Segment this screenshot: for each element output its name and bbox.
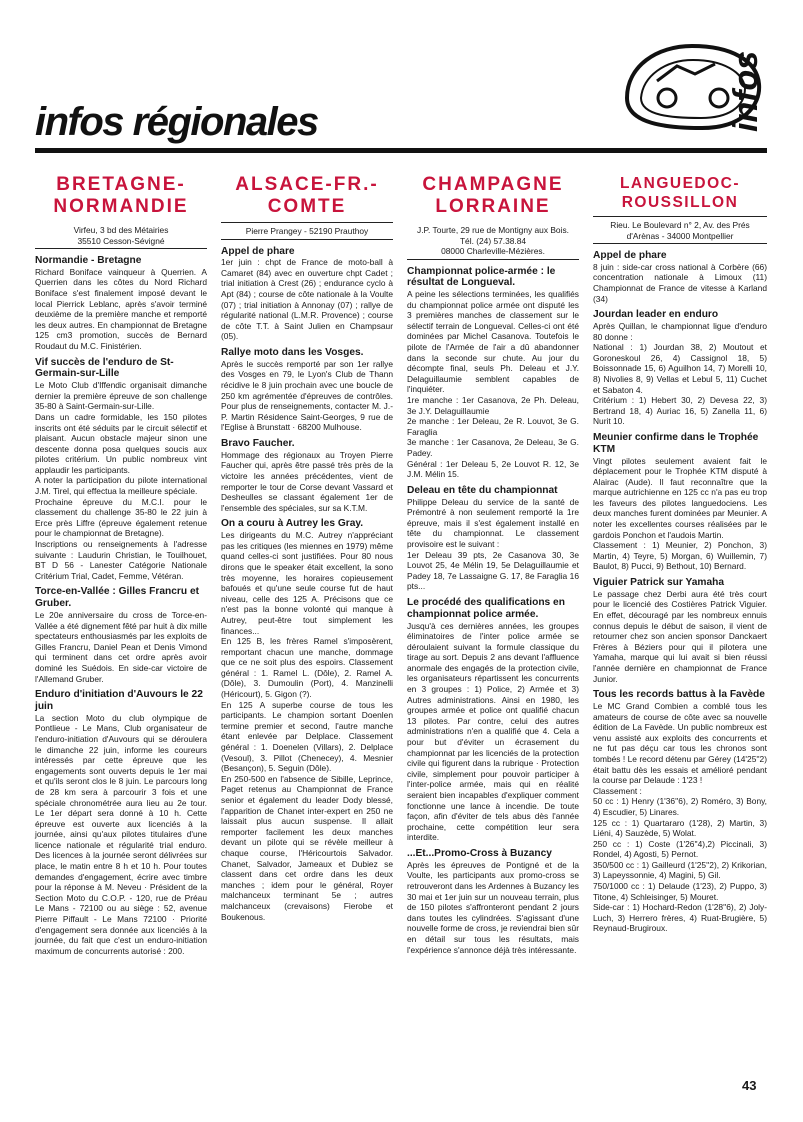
article-paragraph: 125 cc : 1) Quartararo (1'28), 2) Martin, 3) Liéni, 4) Sauzède, 5) Wolat. — [593, 817, 767, 839]
article-heading: Rallye moto dans les Vosges. — [221, 347, 364, 359]
article-heading: ...Et...Promo-Cross à Buzancy — [407, 847, 552, 859]
article-paragraph: Après le succès remporté par son 1er rallye des Vosges en 79, le Lyon's Club de Thann récidive le 8 juin prochain avec une boucle de 250 km agrémentée d'épreuves de contrôles. Pour plus de renseignements, contacter M. J.-P. Martin Résidence Saint-Georges, 9 rue de l'Eglise à Brunstatt · 68200 Mulhouse. — [221, 358, 393, 433]
article-paragraph: 350/500 cc : 1) Gailleurd (1'25''2), 2) Krikorian, 3) Lapeyssonnie, 4) Magini, 5) Gil. — [593, 859, 767, 881]
article-paragraph: 50 cc : 1) Henry (1'36''6), 2) Roméro, 3) Bony, 4) Escudier, 5) Linares. — [593, 796, 767, 817]
article-paragraph: Inscriptions ou renseignements à l'adresse suivante : Laudurin Christian, le Touilhouet, BT D 56 - Lanester Catégorie Nationale Critérium Trial, Cadet, Femme, Vétéran. — [35, 539, 207, 581]
article-paragraph: A noter la participation du pilote international J.M. Tirel, qui effectua la meilleure spéciale. — [35, 475, 207, 497]
masthead: infos régionales — [35, 100, 318, 144]
article-paragraph: Vingt pilotes seulement avaient fait le déplacement pour le Trophée KTM disputé à Alairac (Aude). Il faut reconnaître que la marque autrichienne en 125 cc n'a pas eu trop les faveurs des pilotes languedociens. Les deux manches furent dominées par Meunier. A noter les excellentes courses réalisées par le gardois Ponchon et l'audois Martin. — [593, 455, 767, 540]
article-paragraph: Side-car : 1) Hochard-Redon (1'28''6), 2) Joly-Luch, 3) Herrero frères, 4) Ruat-Brugière, 5) Reynaud-Brugiroux. — [593, 902, 767, 934]
article-paragraph: Philippe Deleau du service de la santé de Prémontré à non seulement remporté la 1re épreuve, mais il s'est également installé en tête du championnat. Le classement provisoire est le suivant : — [407, 496, 579, 549]
article-paragraph: National : 1) Jourdan 38, 2) Moutout et Goroneskoul 26, 4) Cassignol 18, 5) Boissonnade 15, 6) Aguilhon 14, 7) Morelli 10, 8) Nivolies 8, 9) Vellas et Lebul 5, 11) Cuchet et Sabaton 4. — [593, 342, 767, 395]
article-heading: Meunier confirme dans le Trophée KTM — [593, 431, 759, 455]
article-heading: Deleau en tête du championnat — [407, 484, 558, 496]
article-paragraph: Classement : — [593, 785, 642, 796]
article-paragraph: A peine les sélections terminées, les qualifiés du championnat police armée ont disputé les 3 premières manches de classement sur le sélectif terrain de Longueval. Celles-ci ont été dominées par Michel Casanova. Toutefois le pilote de l'Armée de l'air a dû abandonner dans la seconde sur chute. Au jour du décompte final, seuls Ph. Deleau et J.Y. Delaguillaumie semblent capables de l'inquiéter. — [407, 289, 579, 395]
article-paragraph: 250 cc : 1) Coste (1'26''4),2) Piccinali, 3) Rondel, 4) Agosti, 5) Pernot. — [593, 838, 767, 860]
region-title: ALSACE-FR.-COMTE — [235, 174, 379, 217]
column-languedoc — [593, 162, 767, 934]
correspondent-address: Virfeu, 3 bd des Métairies 35510 Cesson-Sévigné — [35, 222, 207, 249]
article-paragraph: En 125 A superbe course de tous les participants. Le champion sortant Doenlen termine premier et second, l'autre manche étant enlevée par Delplace. Classement général : 1. Doenelen (Villars), 2. Delplace (Vesoul), 3. Pillot (Chenecey), 4. Mesnier (Besançon), 5. Seguin (Dôle). — [221, 699, 393, 774]
article-paragraph: Le Moto Club d'Iffendic organisait dimanche dernier la première épreuve de son challenge 35-80 à Saint-Germain-sur-Lille. — [35, 380, 207, 412]
correspondent-address: Rieu. Le Boulevard n° 2, Av. des Prés d'Arènas - 34000 Montpellier — [593, 216, 767, 244]
article-paragraph: 1er juin : chpt de France de moto-ball à Camaret (84) avec en ouverture chpt Cadet ; trial initiation à Crest (26) ; endurance cyclo à Apt (84) ; course de côte nationale à la Voulte (07) ; trial initiation à Annonay (07) ; rallye de régularité national (L.M.R. Provence) ; course de côte T.T. à Saint Julien en Champsaur (05). — [221, 257, 393, 342]
article-paragraph: Après les épreuves de Pontigné et de la Voulte, les participants aux promo-cross se retrouveront dans les Ardennes à Buzancy les 30 mai et 1er juin sur un nouveau terrain, plus de 150 pilotes s'affronteront pendant 2 jours dans toutes les cylindrées. S'agissant d'une nouvelle forme de cross, je reviendrai bien sûr en détail sur tous les résultats, mais l'expérience s'annonce déjà très intéressante. — [407, 859, 579, 955]
article-paragraph: 1er Deleau 39 pts, 2e Casanova 30, 3e Louvot 25, 4e Mélin 19, 5e Delaguillaumie et Padey 18, 7e Lassaigne G. 17, 8e Faraglia 16 pts... — [407, 549, 579, 592]
column-champagne — [407, 162, 579, 955]
infos-logo — [617, 36, 767, 136]
article-heading: Viguier Patrick sur Yamaha — [593, 577, 724, 589]
article-paragraph: Général : 1er Deleau 5, 2e Louvot R. 12, 3e J.M. Mélin 15. — [407, 458, 579, 480]
article-paragraph: 8 juin : side-car cross national à Corbère (66) concentration nationale à Limoux (11) Championnat de France de vitesse à Karland (34) — [593, 261, 767, 304]
article-heading: Appel de phare — [221, 245, 295, 257]
article-paragraph: Après Quillan, le championnat ligue d'enduro 80 donne : — [593, 320, 767, 342]
article-paragraph: 1re manche : 1er Casanova, 2e Ph. Deleau, 3e J.Y. Delaguillaumie — [407, 395, 579, 416]
logo-text: infos — [727, 50, 765, 132]
article-paragraph: Classement : 1) Meunier, 2) Ponchon, 3) Martin, 4) Teyre, 5) Morgan, 6) Wuillemin, 7) Baulot, 8) Pucci, 9) Bethout, 10) Bernard. — [593, 540, 767, 572]
correspondent-address: J.P. Tourte, 29 rue de Montigny aux Bois. Tél. (24) 57.38.84 08000 Charleville-Mézières. — [407, 222, 579, 260]
article-paragraph: Jusqu'à ces dernières années, les groupes éliminatoires de l'inter police armée se déroulaient suivant la formule classique du tirage au sort. Depuis 2 ans devant l'affluence anormale des engagés de la protection civile, les organisateurs répartissent les concurrents en 3 groupes : 1) Police, 2) Armée et 3) Autres administrations. Ainsi en 1980, les groupes armée et police ont qualifié chacun 13 pilotes. Par contre, celui des autres administrations n'en a qualifié que 4. Cela a pour but d'éviter un écrasement du championnat par les licenciés de la protection civile qui figurent dans la rubrique · Protection civile, simplement pour pouvoir participer à l'inter-police armée, mais qui en réalité seraient bien incapables d'expliquer comment fonctionne une lance à incendie. De toute façon, afin d'éviter de tels abus dès l'année prochaine, cette compétition leur sera interdite. — [407, 620, 579, 843]
article-paragraph: Le MC Grand Combien a comblé tous les amateurs de course de côte avec sa nouvelle édition de La Favède. Un public nombreux est venu assisté aux exploits des concurrents et ne fut pas déçu car tous les chronos sont tombés ! Le record détenu par Gérey (14'25''2) était battu dès les essais et amélioré pendant la course par Delaude : 1'23 ! — [593, 700, 767, 786]
article-heading: Tous les records battus à la Favède — [593, 689, 765, 701]
correspondent-address: Pierre Prangey - 52190 Prauthoy — [221, 222, 393, 240]
article-heading: Bravo Faucher. — [221, 438, 295, 449]
region-title: CHAMPAGNE LORRAINE — [422, 174, 564, 217]
region-title: LANGUEDOC-ROUSSILLON — [619, 175, 741, 211]
page-number: 43 — [742, 1078, 757, 1093]
article-paragraph: 2e manche : 1er Deleau, 2e R. Louvot, 3e G. Faraglia — [407, 416, 579, 437]
article-paragraph: Le 20e anniversaire du cross de Torce-en-Vallée a été dignement fêté par huit à dix mille spectateurs enthousiasmés par les exploits de Gilles Francru, Daniel Pean et Denis Vimond qui terminent dans cet ordre après avoir dominé les Suédois. En side-car victoire de l'Allemand Gruber. — [35, 610, 207, 684]
article-paragraph: Le passage chez Derbi aura été très court pour le licencié des Costières Patrick Viguier. En effet, découragé par les nombreux ennuis connus depuis le début de saison, il vient de retourner chez son ancien sponsor Danckaert Frères à Béziers pour qui il pilotera une Yamaha, marque qui lui avait si bien réussi l'année dernière en championnat de France Junior. — [593, 588, 767, 684]
article-paragraph: Les dirigeants du M.C. Autrey n'appréciant pas les critiques (les miennes en 1979) même quand celles-ci sont justifiées. Pour 80 nous dirons que le speaker était excellent, la sono très moyenne, les horaires copieusement bafoués et qu'une seule course fut de haut niveau, celle des 125 A. Précisons que ce n'est pas la bonne volonté qui manque à Autrey, peut-être tout simplement les finances... — [221, 530, 393, 636]
article-heading: Championnat police-armée : le résultat de Longueval. — [407, 265, 556, 289]
article-paragraph: Richard Boniface vainqueur à Querrien. A Querrien dans les côtes du Nord Richard Boniface s'est finalement imposé devant le local Pierrick Leblanc, après s'avoir terminé deuxième de la première manche et remporté les deux autres. En championnat de Bretagne 125 cm3 promotion, succès de Bernard Roudaut du M.C. Finistérien. — [35, 266, 207, 351]
article-paragraph: Hommage des régionaux au Troyen Pierre Faucher qui, après être passé très près de la victoire les années précédentes, vient de remporter le tour de Corse devant Vassard et Desheulles se classant également 1er de l'ensemble des spéciales, sur sa K.T.M. — [221, 449, 393, 513]
column-alsace — [221, 162, 393, 922]
article-paragraph: La section Moto du club olympique de Pontlieue - Le Mans, Club organisateur de l'enduro-initiation d'Auvours qui se déroulera le dimanche 22 juin, informe les coureurs intéressés par cette épreuve que les engagements sont ouverts depuis le 1er mai et qu'ils seront clos le 8 juin. Le parcours long de 28 km sera à parcourir 3 fois et une spéciale chronométrée aura lieu au 2e tour. Le 1er départ sera donné à 10 h. Cette épreuve est ouverte aux licenciés à la journée, ainsi qu'aux pilotes titulaires d'une licence nationale et régularité trial enduro. Des licences à la journée seront délivrées sur place, le matin entre 8 h et 10 h. Pour toutes demandes d'engagement, écrire avec timbre pour la réponse à M. Neveu · Président de la Section Moto du C.O.P. - 120, rue de Préau Le Mans - 72100 ou au siège : 52, avenue Pierre Piffault - Le Mans 72100 · Priorité d'engagement sera donnée aux licenciés à la journée, du fait que c'est un enduro-initiation maximum de concurrents autorisé : 200. — [35, 712, 207, 956]
article-heading: Enduro d'initiation d'Auvours le 22 juin — [35, 689, 203, 712]
article-paragraph: En 125 B, les frères Ramel s'imposèrent, remportant chacun une manche, dommage que ce ne soit plus des espoirs. Classement général : 1. Ramel L. (Dôle), 2. Ramel A. (Dôle), 3. Dumoulin (Port), 4. Manzinelli (Héricourt), 5. Gigon (?). — [221, 636, 393, 700]
article-paragraph: 3e manche : 1er Casanova, 2e Deleau, 3e G. Padey. — [407, 437, 579, 458]
article-heading: Jourdan leader en enduro — [593, 309, 719, 321]
article-heading: Torce-en-Vallée : Gilles Francru et Gruber. — [35, 586, 199, 610]
article-paragraph: Dans un cadre formidable, les 150 pilotes inscrits ont été séduits par le circuit sélectif et plaisant. Aucun obstacle majeur sinon une descente donna posa quelques soucis aux pilotes critérium. Un public nombreux vint applaudir les participants. — [35, 411, 207, 475]
article-heading: Normandie - Bretagne — [35, 255, 142, 266]
article-paragraph: 750/1000 cc : 1) Delaude (1'23), 2) Puppo, 3) Titone, 4) Schleisinger, 5) Mouret. — [593, 881, 767, 902]
article-heading: Vif succès de l'enduro de St-Germain-sur-Lille — [35, 356, 174, 380]
article-heading: Appel de phare — [593, 250, 667, 261]
article-paragraph: Critérium : 1) Hebert 30, 2) Devesa 22, 3) Bertrand 18, 4) Auriac 16, 5) Zanella 11, 6) Nurit 10. — [593, 395, 767, 427]
article-heading: On a couru à Autrey les Gray. — [221, 518, 364, 530]
article-paragraph: Prochaine épreuve du M.C.I. pour le classement du challenge 35-80 le 22 juin à Erce près Liffre (épreuve également retenue pour le championnat de Bretagne). — [35, 496, 207, 539]
article-heading: Le procédé des qualifications en championnat police armée. — [407, 596, 565, 620]
region-title: BRETAGNE-NORMANDIE — [53, 174, 189, 217]
masthead-rule — [35, 148, 767, 153]
column-bretagne — [35, 162, 207, 956]
article-paragraph: En 250-500 en l'absence de Sibille, Leprince, Paget retenus au Championnat de France senior et également du leader Dody blessé, l'apparition de Chanet inter-expert en 250 ne laissait plus aucun suspense. Il allait remporter facilement les deux manches devant un pilote qui se révèle meilleur à chaque course, l'Héricourtois Salvador. Chanet, Salvador, Jameaux et Dubiez se classent dans cet ordre dans les deux manches ; idem pour le général, Royer malchanceux terminant 5e ; autres malchanceux (crevaisons) Fierobe et Boukenous. — [221, 773, 393, 922]
